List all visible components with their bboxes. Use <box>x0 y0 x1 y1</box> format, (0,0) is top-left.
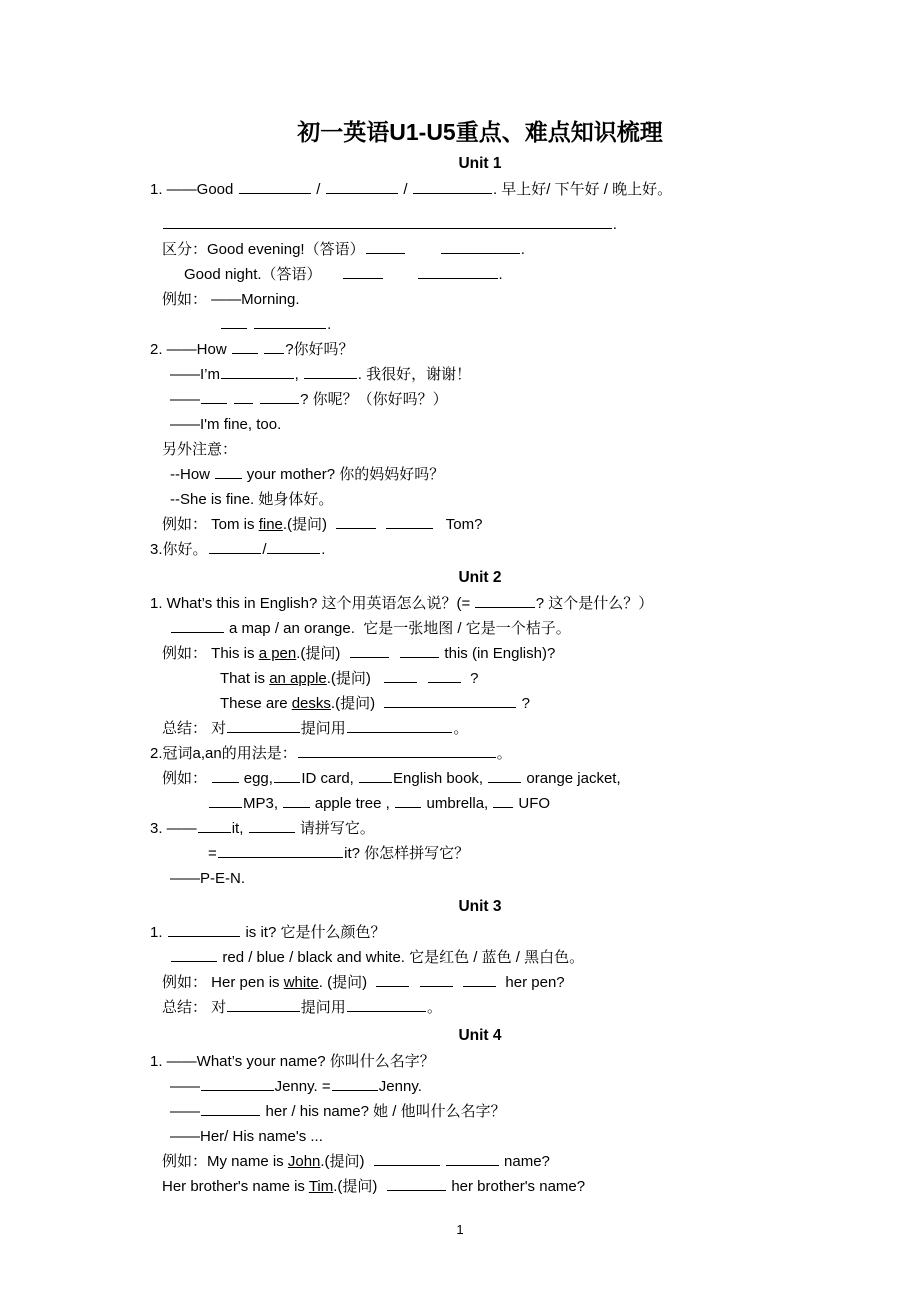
line-text: These are desks.(提问) ? <box>220 695 530 712</box>
line-text: 1. ——Good / / . 早上好/ 下午好 / 晚上好。 <box>150 181 672 198</box>
line-text: 例如： This is a pen.(提问) this (in English)? <box>162 645 555 662</box>
line-text: 例如：My name is John.(提问) name? <box>162 1153 550 1170</box>
blank-field <box>201 1100 260 1116</box>
question-target-word: an apple <box>269 670 327 688</box>
blank-field <box>386 513 432 529</box>
blank-field <box>171 946 217 962</box>
blank-field <box>163 213 612 229</box>
line-u1-7 <box>150 362 810 387</box>
page-title: 初一英语U1-U5重点、难点知识梳理 <box>297 119 663 145</box>
blank-field <box>212 767 238 783</box>
blank-field <box>218 842 343 858</box>
line-text: 总结： 对 提问用 。 <box>162 999 442 1016</box>
line-text: 1. ——What’s your name? 你叫什么名字？ <box>150 1053 435 1071</box>
question-target-word: fine <box>258 515 283 533</box>
line-text: ——Her/ His name's ... <box>170 1128 323 1146</box>
line-text: red / blue / black and white. 它是红色 / 蓝色 / 黑白色。 <box>170 949 584 966</box>
blank-field <box>221 313 247 329</box>
blank-field <box>249 817 295 833</box>
line-u1-1a <box>150 177 810 202</box>
line-u2-3 <box>150 641 810 666</box>
blank-field <box>201 388 227 404</box>
line-u4-5 <box>150 1149 810 1174</box>
line-text: 例如： ——Morning. <box>162 290 300 308</box>
line-u1-6 <box>150 337 810 362</box>
blank-field <box>221 363 294 379</box>
blank-field <box>227 996 300 1012</box>
blank-field <box>260 388 300 404</box>
line-text: 3.你好。 / . <box>150 541 325 558</box>
line-u1-4 <box>150 287 810 312</box>
line-text: 另外注意： <box>162 440 238 458</box>
question-target-word: white <box>283 974 319 992</box>
blank-field <box>376 971 409 987</box>
blank-field <box>254 313 327 329</box>
blank-field <box>232 338 258 354</box>
blank-field <box>239 178 312 194</box>
line-u3-1 <box>150 920 810 945</box>
blank-field <box>201 1075 274 1091</box>
blank-field <box>332 1075 378 1091</box>
line-u2-12 <box>150 866 810 891</box>
blank-field <box>227 717 300 733</box>
unit-heading-1: Unit 1 <box>458 154 502 172</box>
blank-field <box>274 767 300 783</box>
blank-field <box>267 538 320 554</box>
question-target-word: a pen <box>258 645 297 663</box>
line-u2-5 <box>150 691 810 716</box>
question-target-word: John <box>287 1153 321 1171</box>
blank-field <box>326 178 399 194</box>
line-text: . <box>220 316 331 333</box>
line-text: 2.冠词a,an的用法是： 。 <box>150 745 512 762</box>
line-u1-5 <box>150 312 810 337</box>
line-u3-2 <box>150 945 810 970</box>
line-text: 2. ——How ?你好吗？ <box>150 341 354 358</box>
blank-field <box>366 238 406 254</box>
line-u4-3 <box>150 1099 810 1124</box>
line-text: Good night.（答语） . <box>184 266 503 283</box>
page-number: 1 <box>456 1222 464 1237</box>
line-u4-6 <box>150 1174 810 1199</box>
blank-field <box>234 388 254 404</box>
blank-field <box>488 767 521 783</box>
unit-heading-4: Unit 4 <box>458 1027 502 1045</box>
blank-field <box>198 817 231 833</box>
blank-field <box>420 971 453 987</box>
blank-field <box>298 742 496 758</box>
line-text: . <box>162 216 617 233</box>
line-text: --She is fine. 她身体好。 <box>170 490 334 508</box>
line-text: 例如： Her pen is white. (提问) her pen? <box>162 974 565 991</box>
blank-field <box>384 692 516 708</box>
line-u2-4 <box>150 666 810 691</box>
blank-field <box>446 1150 499 1166</box>
line-u2-10 <box>150 816 810 841</box>
line-u2-2 <box>150 616 810 641</box>
blank-field <box>347 996 426 1012</box>
spacer <box>150 202 810 212</box>
blank-field <box>209 792 242 808</box>
question-target-word: desks <box>291 695 331 713</box>
line-text: ——I’m , . 我很好，谢谢！ <box>170 366 471 383</box>
blank-field <box>350 642 390 658</box>
line-text: —— her / his name? 她 / 他叫什么名字？ <box>170 1103 506 1120</box>
line-text: 1. is it? 它是什么颜色？ <box>150 924 385 941</box>
blank-field <box>347 717 453 733</box>
line-u1-3 <box>150 262 810 287</box>
blank-field <box>374 1150 440 1166</box>
blank-field <box>463 971 496 987</box>
line-text: a map / an orange. 它是一张地图 / 它是一个桔子。 <box>170 620 571 637</box>
line-u2-1 <box>150 591 810 616</box>
line-u4-2 <box>150 1074 810 1099</box>
blank-field <box>359 767 392 783</box>
line-text: 例如： egg, ID card, English book, orange jacket, <box>162 770 621 787</box>
document-content <box>150 118 810 1199</box>
line-u1-9 <box>150 412 810 437</box>
blank-field <box>264 338 284 354</box>
blank-field <box>428 667 461 683</box>
line-text: 总结： 对 提问用 。 <box>162 720 468 737</box>
line-text: Her brother's name is Tim.(提问) her brother's name? <box>162 1178 585 1195</box>
line-text: MP3, apple tree , umbrella, UFO <box>208 795 550 812</box>
line-u2-9 <box>150 791 810 816</box>
blank-field <box>475 592 534 608</box>
blank-field <box>418 263 497 279</box>
line-u1-8 <box>150 387 810 412</box>
line-u1-2 <box>150 237 810 262</box>
line-text: ——I'm fine, too. <box>170 415 282 433</box>
line-u1-14 <box>150 537 810 562</box>
line-u2-11 <box>150 841 810 866</box>
blank-field <box>283 792 309 808</box>
line-text: ——P-E-N. <box>170 870 245 888</box>
line-u1-10 <box>150 437 810 462</box>
line-u1-13 <box>150 512 810 537</box>
blank-field <box>400 642 440 658</box>
line-u4-4 <box>150 1124 810 1149</box>
line-text: —— ? 你呢？（你好吗？） <box>170 391 448 408</box>
line-text: 3. —— it, 请拼写它。 <box>150 820 375 837</box>
line-u1-11 <box>150 462 810 487</box>
blank-field <box>168 921 241 937</box>
line-text: 区分：Good evening!（答语） . <box>162 241 525 258</box>
line-text: --How your mother? 你的妈妈好吗？ <box>170 466 444 483</box>
line-u1-12 <box>150 487 810 512</box>
line-u2-7 <box>150 741 810 766</box>
line-u3-3 <box>150 970 810 995</box>
line-u2-6 <box>150 716 810 741</box>
line-u2-8 <box>150 766 810 791</box>
blank-field <box>343 263 383 279</box>
question-target-word: Tim <box>308 1178 334 1196</box>
line-u1-1b <box>150 212 810 237</box>
unit-heading-2: Unit 2 <box>458 568 502 586</box>
unit-heading-3: Unit 3 <box>458 898 502 916</box>
blank-field <box>413 178 492 194</box>
blank-field <box>387 1175 446 1191</box>
blank-field <box>395 792 421 808</box>
line-text: 1. What’s this in English? 这个用英语怎么说？(= ? 这个是什么？） <box>150 595 653 612</box>
blank-field <box>171 617 224 633</box>
blank-field <box>441 238 520 254</box>
line-u4-1 <box>150 1049 810 1074</box>
blank-field <box>209 538 262 554</box>
blank-field <box>384 667 417 683</box>
line-text: That is an apple.(提问) ? <box>220 670 478 687</box>
blank-field <box>304 363 357 379</box>
blank-field <box>493 792 513 808</box>
line-u3-4 <box>150 995 810 1020</box>
line-text: 例如： Tom is fine.(提问) Tom? <box>162 516 482 533</box>
line-text: —— Jenny. = Jenny. <box>170 1078 422 1095</box>
blank-field <box>336 513 376 529</box>
line-text: = it? 你怎样拼写它？ <box>208 845 469 862</box>
blank-field <box>215 463 241 479</box>
